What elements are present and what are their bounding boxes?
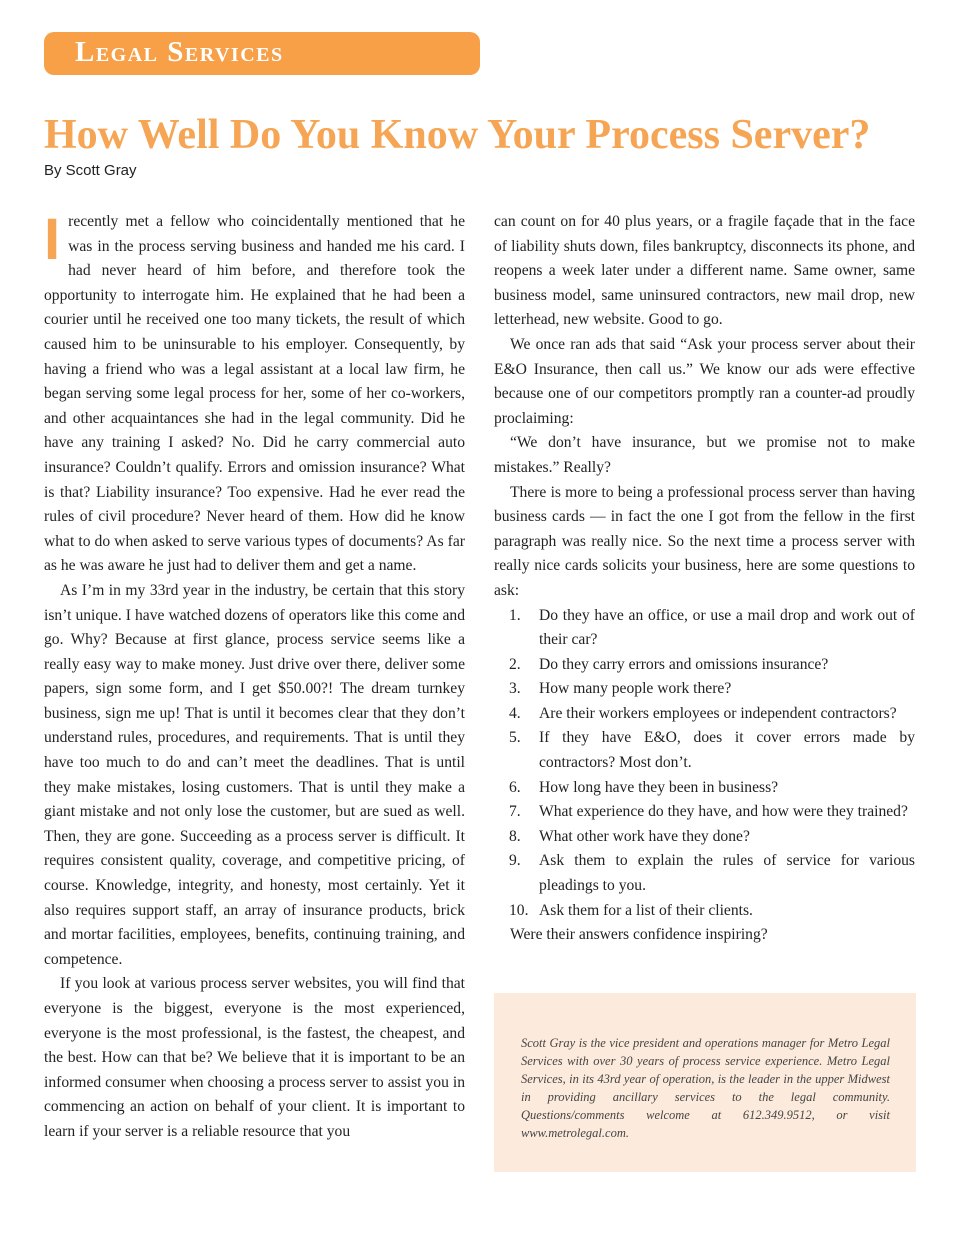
list-number: 3.	[509, 680, 521, 698]
list-item	[494, 849, 915, 898]
list-text: If they have E&O, does it cover errors made by contractors? Most don’t.	[539, 729, 915, 772]
author-bio-box	[494, 993, 916, 1172]
paragraph: “We don’t have insurance, but we promise not to make mistakes.” Really?	[494, 434, 915, 476]
section-banner	[44, 32, 480, 75]
list-text: How many people work there?	[539, 680, 732, 698]
list-text: What other work have they done?	[539, 827, 750, 845]
list-item	[494, 702, 915, 727]
list-number: 6.	[509, 778, 521, 796]
paragraph: We once ran ads that said “Ask your process server about their E&O Insurance, then call us.” We know our ads were effective because one of our competitors promptly ran a counter-ad proudly proclaiming:	[494, 335, 915, 427]
author-bio-text: Scott Gray is the vice president and operations manager for Metro Legal Services with over 30 years of process service experience. Metro Legal Services, in its 43rd year of operation, is the leader in the upper Midwest in providing ancillary services to the legal community. Questions/comments welcome at 612.349.9512, or visit www.metrolegal.com.	[521, 1036, 890, 1140]
list-number: 1.	[509, 606, 521, 624]
paragraph: As I’m in my 33rd year in the industry, be certain that this story isn’t unique. I have watched dozens of operators like this come and go. Why? Because at first glance, process service seems like a really easy way to make money. Just drive over there, deliver some papers, sign some form, and I get $50.00?! The dream turnkey business, sign me up! That is until it becomes clear that they don’t understand rules, procedures, and requirements. That is until they have too much to do and can’t meet the deadlines. That is until they make mistakes, losing customers. That is until they make a giant mistake and not only lose the customer, but are sued as well. Then, they are gone. Succeeding as a process server is difficult. It requires consistent quality, coverage, and competitive pricing, of course. Knowledge, integrity, and honesty, most certainly. Yet it also requires support staff, an array of insurance products, brick and mortar facilities, employees, benefits, continuing training, and competence.	[44, 581, 465, 968]
list-number: 4.	[509, 704, 521, 722]
list-item	[494, 776, 915, 801]
list-item	[494, 604, 915, 653]
closing-question: Were their answers confidence inspiring?	[510, 926, 768, 944]
list-text: Do they carry errors and omissions insurance?	[539, 655, 829, 673]
paragraph: If you look at various process server websites, you will find that everyone is the biggest, everyone is the most experienced, everyone is the most professional, is the fastest, the cheapest, and the best. How can that be? We believe that it is important to be an informed consumer when choosing a process server to assist you in commencing an action on behalf of your client. It is important to learn if your server is a reliable resource that you	[44, 975, 465, 1140]
list-number: 5.	[509, 729, 521, 747]
list-text: Ask them to explain the rules of service for various pleadings to you.	[539, 852, 915, 895]
article-column-left	[44, 207, 465, 1145]
list-number: 10.	[509, 901, 529, 919]
list-number: 8.	[509, 827, 521, 845]
list-number: 7.	[509, 803, 521, 821]
lead-paragraph-text: recently met a fellow who coincidentally mentioned that he was in the process serving business and handed me his card. I had never heard of him before, and therefore took the opportunity to interrogate him. He explained that he had been a courier until he received one too many tickets, the result of which caused him to be uninsurable to his employer. Consequently, by having a friend who was a legal assistant at a local law firm, he began serving some legal process for her, some of her co-workers, and other acquaintances she had in the legal community. Did he have any training I asked? No. Did he carry commercial auto insurance? Couldn’t qualify. Errors and omission insurance? What is that? Liability insurance? Too expensive. Had he ever read the rules of civil procedure? Never heard of them. How did he know what to do when asked to serve various types of documents? As far as he was aware he just had to deliver them and get a name.	[44, 213, 465, 575]
list-item	[494, 899, 915, 924]
list-item	[494, 825, 915, 850]
article-column-right	[494, 210, 915, 948]
lead-paragraph	[44, 207, 465, 579]
drop-cap: I	[44, 207, 61, 272]
article-title: How Well Do You Know Your Process Server?	[44, 112, 871, 158]
list-text: How long have they been in business?	[539, 778, 779, 796]
article-byline: By Scott Gray	[44, 162, 137, 179]
list-text: Do they have an office, or use a mail drop and work out of their car?	[539, 606, 915, 649]
paragraph-continuation: can count on for 40 plus years, or a fragile façade that in the face of liability shuts down, files bankruptcy, disconnects its phone, and reopens a week later under a different name. Same owner, same business model, same uninsured contractors, new mail drop, new letterhead, new website. Good to go.	[494, 213, 915, 329]
list-number: 2.	[509, 655, 521, 673]
list-number: 9.	[509, 852, 521, 870]
list-item	[494, 726, 915, 775]
list-text: What experience do they have, and how were they trained?	[539, 803, 908, 821]
list-item	[494, 677, 915, 702]
paragraph: There is more to being a professional process server than having business cards — in fact the one I got from the fellow in the first paragraph was really nice. So the next time a process server with really nice cards solicits your business, here are some questions to ask:	[494, 483, 915, 599]
questions-list	[494, 604, 915, 924]
list-text: Are their workers employees or independent contractors?	[539, 704, 897, 722]
section-banner-label: Legal Services	[75, 36, 284, 68]
list-item	[494, 653, 915, 678]
list-text: Ask them for a list of their clients.	[539, 901, 753, 919]
list-item	[494, 800, 915, 825]
